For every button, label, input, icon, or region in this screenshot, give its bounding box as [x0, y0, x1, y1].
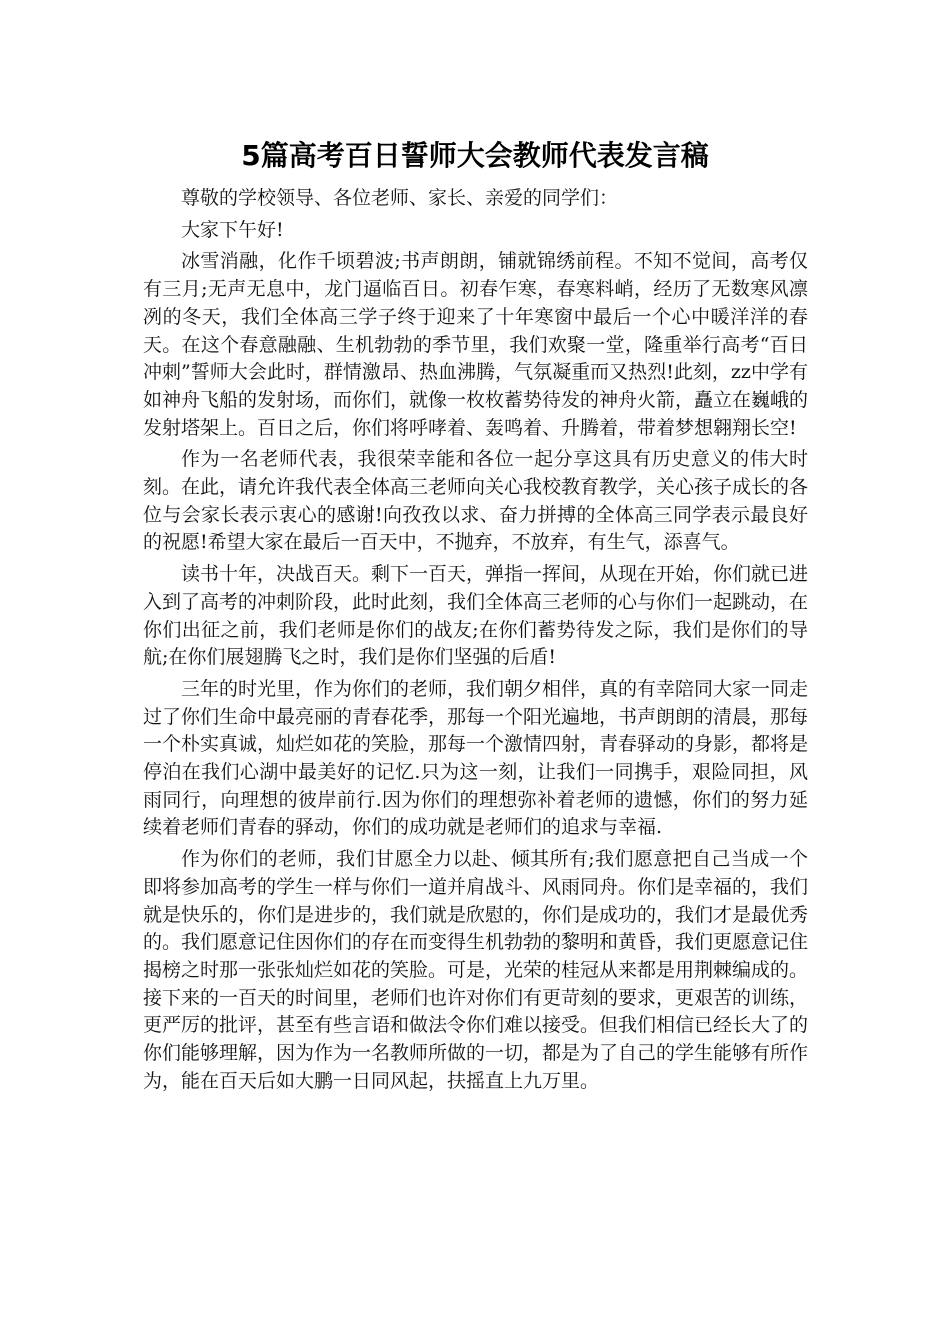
body-paragraph: 三年的时光里，作为你们的老师，我们朝夕相伴，真的有幸陪同大家一同走过了你们生命中最亮丽的青春花季，那每一个阳光遍地，书声朗朗的清晨，那每一个朴实真诚，灿烂如花的笑脸，那每一个激情四射，青春驿动的身影，都将是停泊在我们心湖中最美好的记忆.只为这一刻，让我们一同携手，艰险同担，风雨同行，向理想的彼岸前行.因为你们的理想弥补着老师的遗憾，你们的努力延续着老师们青春的驿动，你们的成功就是老师们的追求与幸福. [143, 677, 809, 839]
greeting-paragraph: 尊敬的学校领导、各位老师、家长、亲爱的同学们： [181, 187, 619, 209]
body-paragraph: 读书十年，决战百天。剩下一百天，弹指一挥间，从现在开始，你们就已进入到了高考的冲刺阶段，此时此刻，我们全体高三老师的心与你们一起跳动，在你们出征之前，我们老师是你们的战友;在你们蓄势待发之际，我们是你们的导航;在你们展翅腾飞之时，我们是你们坚强的后盾! [143, 563, 809, 669]
salutation-paragraph: 大家下午好! [181, 218, 284, 241]
document-title: 5篇高考百日誓师大会教师代表发言稿 [241, 139, 709, 172]
body-paragraph: 冰雪消融，化作千顷碧波;书声朗朗，铺就锦绣前程。不知不觉间，高考仅有三月;无声无息中，龙门逼临百日。初春乍寒，春寒料峭，经历了无数寒风凛冽的冬天，我们全体高三学子终于迎来了十年寒窗中最后一个心中暖洋洋的春天。在这个春意融融、生机勃勃的季节里，我们欢聚一堂，隆重举行高考“百日冲刺”誓师大会此时，群情激昂、热血沸腾，气氛凝重而又热烈!此刻，zz中学有如神舟飞船的发射场，而你们，就像一枚枚蓄势待发的神舟火箭，矗立在巍峨的发射塔架上。百日之后，你们将呼哮着、轰鸣着、升腾着，带着梦想翱翔长空! [143, 250, 809, 439]
document-body [143, 185, 808, 1100]
body-paragraph: 作为你们的老师，我们甘愿全力以赴、倾其所有;我们愿意把自己当成一个即将参加高考的学生一样与你们一道并肩战斗、风雨同舟。你们是幸福的，我们就是快乐的，你们是进步的，我们就是欣慰的，你们是成功的，我们才是最优秀的。我们愿意记住因你们的存在而变得生机勃勃的黎明和黄昏，我们更愿意记住揭榜之时那一张张灿烂如花的笑脸。可是，光荣的桂冠从来都是用荆棘编成的。接下来的一百天的时间里，老师们也许对你们有更苛刻的要求，更艰苦的训练，更严厉的批评，甚至有些言语和做法令你们难以接受。但我们相信已经长大了的你们能够理解，因为作为一名教师所做的一切，都是为了自己的学生能够有所作为，能在百天后如大鹏一日同风起，扶摇直上九万里。 [143, 848, 809, 1092]
body-paragraph: 作为一名老师代表，我很荣幸能和各位一起分享这具有历史意义的伟大时刻。在此，请允许我代表全体高三老师向关心我校教育教学，关心孩子成长的各位与会家长表示衷心的感谢!向孜孜以求、奋力拼搏的全体高三同学表示最良好的祝愿!希望大家在最后一百天中，不抛弃，不放弃，有生气，添喜气。 [143, 448, 809, 554]
